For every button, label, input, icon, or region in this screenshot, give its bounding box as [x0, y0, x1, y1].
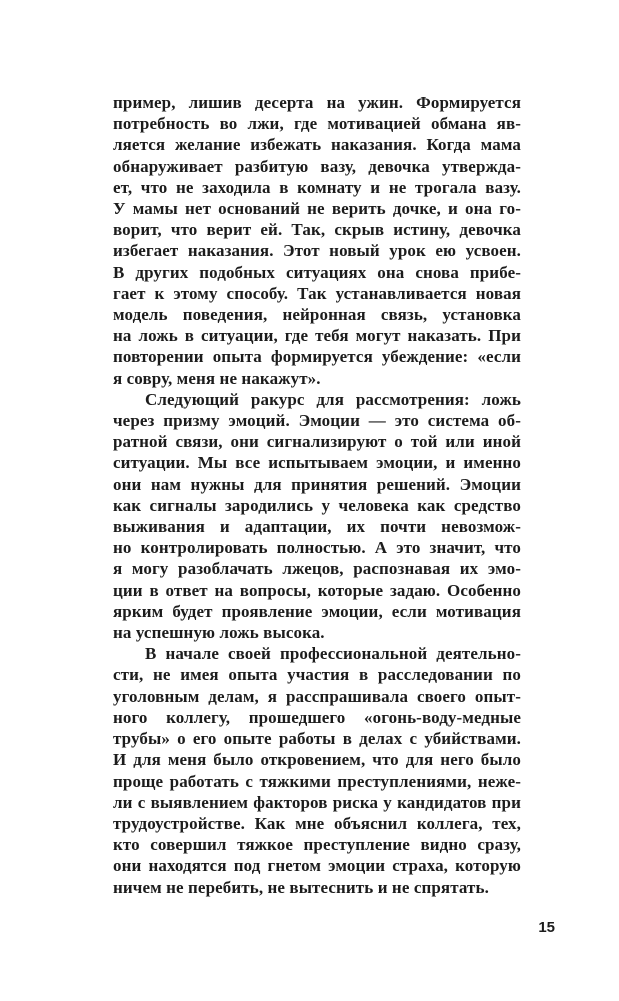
text-line: как сигналы зародились у человека как средство: [113, 495, 521, 515]
text-line: потребность во лжи, где мотивацией обмана яв-: [113, 114, 521, 134]
text-line: модель поведения, нейронная связь, установка: [113, 305, 521, 325]
text-line: ции в ответ на вопросы, которые задаю. Особенно: [113, 580, 521, 600]
text-line: на успешную ложь высока.: [113, 623, 325, 643]
text-line: но контролировать полностью. А это значит, что: [113, 538, 521, 558]
text-line: гает к этому способу. Так устанавливается новая: [113, 283, 521, 303]
text-line: ли с выявлением факторов риска у кандидатов при: [113, 792, 521, 812]
text-line: трудоустройстве. Как мне объяснил коллега, тех,: [113, 813, 521, 833]
text-line: через призму эмоций. Эмоции — это система об-: [113, 411, 521, 431]
text-line: я могу разоблачать лжецов, распознавая их эмо-: [113, 559, 521, 579]
page-number: 15: [538, 919, 555, 936]
text-line: на ложь в ситуации, где тебя могут наказать. При: [113, 326, 521, 346]
text-line: ет, что не заходила в комнату и не трогала вазу.: [113, 177, 521, 197]
text-line: я совру, меня не накажут».: [113, 368, 321, 388]
text-line: избегает наказания. Этот новый урок ею усвоен.: [113, 241, 521, 261]
text-line: В других подобных ситуациях она снова прибе-: [113, 262, 521, 282]
text-line: ярким будет проявление эмоции, если мотивация: [113, 601, 521, 621]
text-line: обнаруживает разбитую вазу, девочка утвержда-: [113, 156, 521, 176]
text-line: они находятся под гнетом эмоции страха, которую: [113, 856, 521, 876]
text-line: выживания и адаптации, их почти невозмож-: [113, 517, 521, 537]
text-line: трубы» о его опыте работы в делах с убийствами.: [113, 729, 521, 749]
text-line: В начале своей профессиональной деятельно-: [145, 644, 521, 664]
text-line: И для меня было откровением, что для него было: [113, 750, 521, 770]
text-line: ратной связи, они сигнализируют о той или иной: [113, 432, 521, 452]
text-line: повторении опыта формируется убеждение: «если: [113, 347, 521, 367]
text-line: ного коллегу, прошедшего «огонь-воду-медные: [113, 707, 521, 727]
page-text: [113, 92, 521, 898]
text-line: ляется желание избежать наказания. Когда мама: [113, 135, 521, 155]
text-line: У мамы нет оснований не верить дочке, и она го-: [113, 199, 521, 219]
text-line: ворит, что верит ей. Так, скрыв истину, девочка: [113, 220, 521, 240]
text-line: ничем не перебить, не вытеснить и не спрятать.: [113, 877, 489, 897]
text-line: проще работать с тяжкими преступлениями, неже-: [113, 771, 521, 791]
text-line: они нам нужны для принятия решений. Эмоции: [113, 474, 521, 494]
text-line: пример, лишив десерта на ужин. Формируется: [113, 93, 521, 112]
text-line: ситуации. Мы все испытываем эмоции, и именно: [113, 453, 521, 473]
text-line: кто совершил тяжкое преступление видно сразу,: [113, 835, 521, 855]
text-line: Следующий ракурс для рассмотрения: ложь: [145, 389, 521, 409]
text-line: уголовным делам, я расспрашивала своего опыт-: [113, 686, 521, 706]
text-line: сти, не имея опыта участия в расследовании по: [113, 665, 521, 685]
